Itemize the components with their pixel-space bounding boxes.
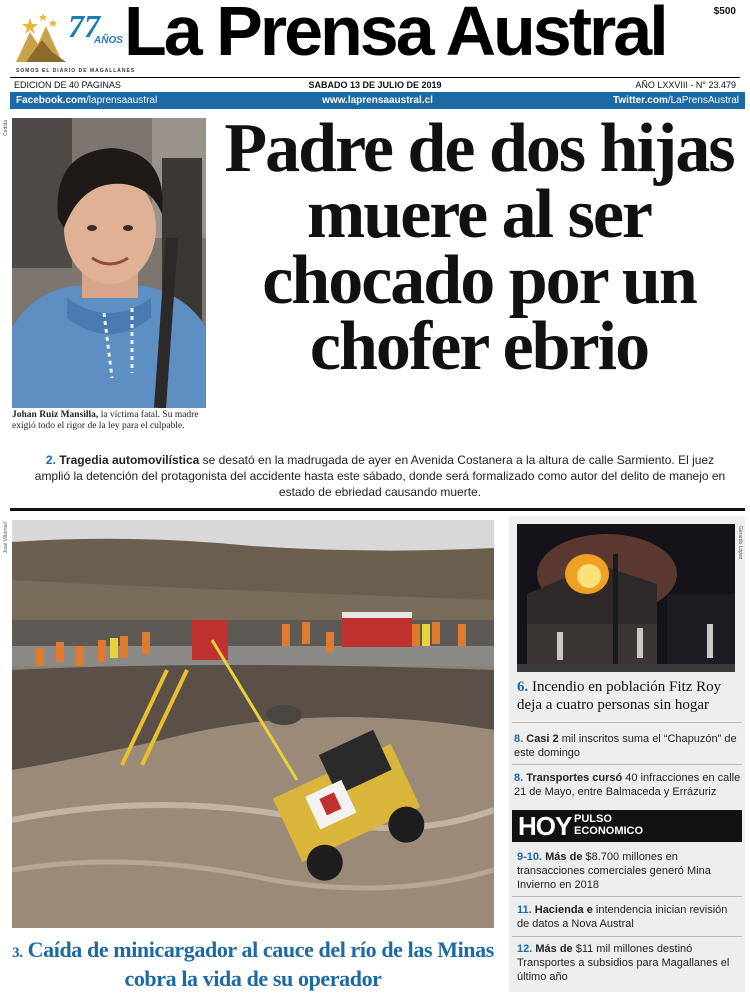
divider [512,896,742,897]
caption-name: Johan Ruiz Mansilla, [12,410,99,420]
twitter-path: /LaPrensAustral [667,95,739,106]
lead-page-number: 2. [45,453,56,467]
pulso-item[interactable] [517,942,739,984]
fire-story-title: Incendio en población Fitz Roy deja a cuatro personas sin hogar [517,679,722,713]
lead-summary-text: se desató en la madrugada de ayer en Avenida Costanera a la altura de calle Sarmiento. El juez amplió la detención del protagonista del accidente hasta este sábado, donde será formalizado como autor del delito de manejo en estado de ebriedad causando muerte. [34,453,726,499]
lead-headline[interactable]: Padre de dos hijas muere al ser chocado por un chofer ebrio [224,110,734,385]
pulso-item[interactable] [517,903,739,931]
brief-label: Transportes cursó [526,772,623,784]
anniversary-word: AÑOS [94,35,123,46]
fire-story-headline[interactable] [517,678,739,714]
pulso-item-label: Hacienda e [534,904,593,916]
lead-photo-caption [12,410,208,433]
lead-photo[interactable] [12,118,206,408]
second-story-headline[interactable] [12,937,494,992]
river-accident-image [12,520,494,928]
photo-credit-lead: Cedida [3,120,9,136]
pulso-item-label: Más de [535,943,573,955]
house-fire-image [517,524,735,672]
facebook-path: /laprensaaustral [86,95,158,106]
portrait-image [12,118,206,408]
fire-story-page-number: 6. [517,679,529,695]
pulso-item[interactable] [517,850,739,892]
brief-item[interactable] [514,771,744,799]
brief-item[interactable] [514,732,740,760]
second-story-title: Caída de minicargador al cauce del río de las Minas cobra la vida de su operador [22,937,494,991]
pulso-economico-banner [512,810,742,842]
photo-credit-second: José Villarroel [3,522,9,554]
divider [512,936,742,937]
pulso-item-text: $8.700 millones en transacciones comerciales generó Mina Invierno en 2018 [517,851,711,891]
anniversary-logo [12,6,136,74]
pulso-line-2: ECONOMICO [574,825,644,837]
website-link[interactable]: www.laprensaaustral.cl [322,95,433,106]
twitter-label: Twitter.com [613,95,668,106]
twitter-link[interactable] [613,95,739,106]
edition-date: SABADO 13 DE JULIO DE 2019 [308,80,442,90]
second-story-page-number: 3. [12,945,23,961]
issue-number: AÑO LXXVIII - N° 23.479 [635,80,736,90]
info-bar [10,77,740,91]
pulso-item-text: $11 mil millones destinó Transportes a subsidios para Magallanes el último año [517,943,730,983]
slogan: SOMOS EL DIARIO DE MAGALLANES [16,68,136,74]
pulso-page-number: 12. [517,943,533,955]
divider [512,722,742,723]
pulso-label [574,813,643,837]
brief-text: mil inscritos suma el “Chapuzón” de este domingo [514,733,737,759]
fire-photo[interactable] [517,524,735,672]
pulso-page-number: 9-10. [517,851,543,863]
anniversary-number: 77 [68,8,100,44]
pulso-item-label: Más de [545,851,583,863]
pulso-page-number: 11. [517,904,532,916]
pulso-item-text: intendencia inician revisión de datos a Nova Austral [517,904,728,930]
caption-text: la víctima fatal. Su madre exigió todo el rigor de la ley para el culpable. [12,410,199,432]
brief-text: 40 infracciones en calle 21 de Mayo, entre Balmaceda y Errázuriz [514,772,741,798]
masthead [0,0,750,76]
lead-summary [30,452,730,500]
brief-label: Casi 2 [526,733,559,745]
price-label: $500 [713,6,736,17]
facebook-label: Facebook.com [16,95,87,106]
section-divider [10,508,745,511]
newspaper-title[interactable]: La Prensa Austral [124,0,666,70]
brief-page-number: 8. [514,772,524,784]
social-bar [10,92,745,109]
facebook-link[interactable] [16,95,157,106]
edition-pages: EDICION DE 40 PAGINAS [14,80,121,90]
divider [512,764,742,765]
photo-credit-fire: Gerardo López [737,526,743,560]
lead-summary-label: Tragedia automovilística [59,453,200,467]
loader-accident-photo[interactable] [12,520,494,928]
pulso-line-1: PULSO [574,813,612,825]
brief-page-number: 8. [514,733,524,745]
hoy-label: HOY [518,811,572,841]
